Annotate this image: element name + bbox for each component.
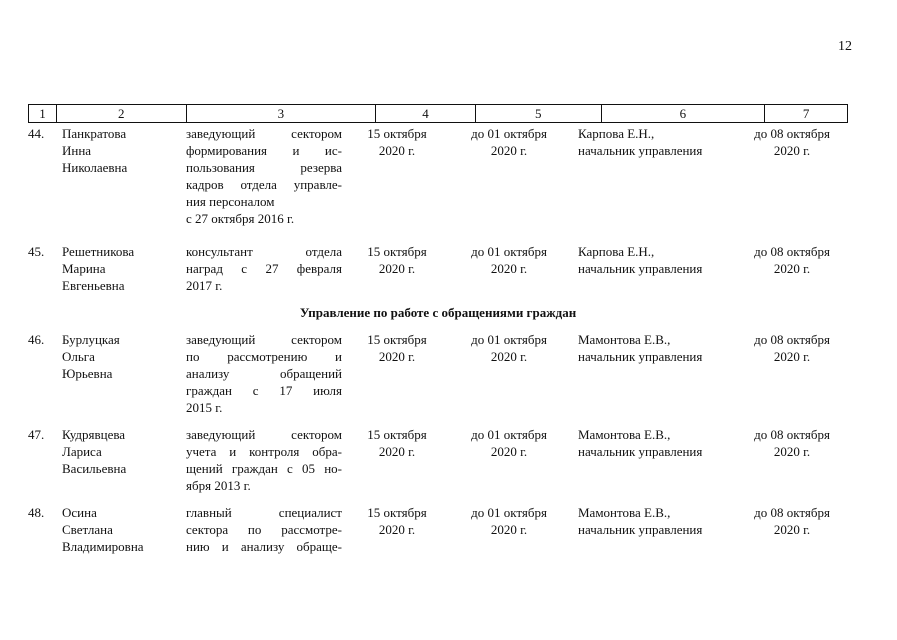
name-line: Кудрявцева: [62, 427, 126, 442]
employee-name: [62, 125, 180, 176]
position-line: пользования резерва: [186, 160, 342, 175]
date-line: 2020 г.: [773, 349, 811, 364]
date-col4: [354, 504, 440, 538]
date-line: 15 октября: [367, 427, 427, 442]
header-cell-4: 4: [376, 105, 476, 122]
name-line: Марина: [62, 261, 106, 276]
date-line: 2020 г.: [490, 522, 528, 537]
position-line: граждан с 17 июля: [186, 383, 342, 398]
date-line: 2020 г.: [490, 349, 528, 364]
name-line: Панкратова: [62, 126, 127, 141]
position-line: формирования и ис-: [186, 143, 342, 158]
position-line: щений граждан с 05 но-: [186, 461, 342, 476]
employee-name: [62, 331, 180, 382]
responsible-person: [578, 504, 738, 538]
position-line: наград с 27 февраля: [186, 261, 342, 276]
date-line: 15 октября: [367, 332, 427, 347]
date-line: до 01 октября: [471, 126, 547, 141]
date-col5: [458, 125, 560, 159]
date-col5: [458, 504, 560, 538]
section-title: Управление по работе с обращениями граждан: [299, 305, 577, 320]
date-col4: [354, 125, 440, 159]
date-line: до 01 октября: [471, 332, 547, 347]
table-header-row: [28, 104, 848, 123]
name-line: Евгеньевна: [62, 278, 125, 293]
position-line: ября 2013 г.: [186, 478, 251, 493]
date-col7: [744, 331, 840, 365]
name-line: Лариса: [62, 444, 102, 459]
position-line: заведующий сектором: [186, 427, 342, 442]
position-line: нию и анализу обраще-: [186, 539, 342, 554]
date-line: 2020 г.: [773, 522, 811, 537]
date-col5: [458, 426, 560, 460]
position-line: 2017 г.: [186, 278, 223, 293]
position-line: ния персоналом: [186, 194, 275, 209]
date-col5: [458, 243, 560, 277]
position-text: [186, 504, 342, 555]
date-line: до 01 октября: [471, 427, 547, 442]
name-line: Юрьевна: [62, 366, 113, 381]
date-line: 2020 г.: [378, 444, 416, 459]
header-cell-2: 2: [57, 105, 187, 122]
position-line: сектора по рассмотре-: [186, 522, 342, 537]
name-line: Николаевна: [62, 160, 128, 175]
position-line: с 27 октября 2016 г.: [186, 211, 295, 226]
date-line: до 01 октября: [471, 505, 547, 520]
date-line: 2020 г.: [490, 143, 528, 158]
employee-name: [62, 504, 180, 555]
date-line: 2020 г.: [773, 444, 811, 459]
responsible-person: [578, 426, 738, 460]
employee-name: [62, 243, 180, 294]
responsible-line: начальник управления: [578, 261, 703, 276]
date-col4: [354, 331, 440, 365]
name-line: Осина: [62, 505, 97, 520]
date-line: до 08 октября: [754, 332, 830, 347]
name-line: Решетникова: [62, 244, 135, 259]
date-col4: [354, 426, 440, 460]
date-line: 2020 г.: [378, 522, 416, 537]
date-line: 2020 г.: [378, 261, 416, 276]
row-number: 46.: [28, 332, 45, 347]
responsible-line: Карпова Е.Н.,: [578, 126, 655, 141]
responsible-line: Мамонтова Е.В.,: [578, 332, 671, 347]
position-text: [186, 331, 342, 416]
name-line: Владимировна: [62, 539, 144, 554]
row-number: 48.: [28, 505, 45, 520]
date-line: 2020 г.: [773, 261, 811, 276]
position-line: учета и контроля обра-: [186, 444, 342, 459]
date-line: 2020 г.: [378, 349, 416, 364]
position-line: анализу обращений: [186, 366, 342, 381]
employee-name: [62, 426, 180, 477]
position-text: [186, 125, 342, 227]
name-line: Светлана: [62, 522, 113, 537]
date-line: 2020 г.: [490, 261, 528, 276]
header-cell-6: 6: [602, 105, 766, 122]
date-line: 15 октября: [367, 126, 427, 141]
date-line: 15 октября: [367, 505, 427, 520]
responsible-line: начальник управления: [578, 349, 703, 364]
date-line: 2020 г.: [490, 444, 528, 459]
position-line: главный специалист: [186, 505, 342, 520]
row-number: 45.: [28, 244, 45, 259]
responsible-person: [578, 243, 738, 277]
position-line: по рассмотрению и: [186, 349, 342, 364]
row-number: 47.: [28, 427, 45, 442]
header-cell-1: 1: [29, 105, 57, 122]
position-line: заведующий сектором: [186, 126, 342, 141]
position-line: 2015 г.: [186, 400, 223, 415]
responsible-line: Мамонтова Е.В.,: [578, 505, 671, 520]
date-col7: [744, 426, 840, 460]
date-line: до 01 октября: [471, 244, 547, 259]
date-col7: [744, 504, 840, 538]
date-col4: [354, 243, 440, 277]
position-line: консультант отдела: [186, 244, 342, 259]
responsible-line: начальник управления: [578, 522, 703, 537]
date-col7: [744, 243, 840, 277]
position-line: заведующий сектором: [186, 332, 342, 347]
responsible-line: Карпова Е.Н.,: [578, 244, 655, 259]
name-line: Инна: [62, 143, 92, 158]
responsible-person: [578, 331, 738, 365]
date-line: до 08 октября: [754, 427, 830, 442]
position-text: [186, 243, 342, 294]
name-line: Бурлуцкая: [62, 332, 120, 347]
name-line: Васильевна: [62, 461, 127, 476]
position-line: кадров отдела управле-: [186, 177, 342, 192]
date-line: до 08 октября: [754, 244, 830, 259]
position-text: [186, 426, 342, 494]
responsible-line: начальник управления: [578, 143, 703, 158]
date-col7: [744, 125, 840, 159]
header-cell-5: 5: [476, 105, 602, 122]
header-cell-3: 3: [187, 105, 377, 122]
date-col5: [458, 331, 560, 365]
date-line: до 08 октября: [754, 505, 830, 520]
date-line: 2020 г.: [378, 143, 416, 158]
responsible-line: Мамонтова Е.В.,: [578, 427, 671, 442]
responsible-person: [578, 125, 738, 159]
row-number: 44.: [28, 126, 45, 141]
date-line: до 08 октября: [754, 126, 830, 141]
page-number: 12: [838, 39, 852, 54]
responsible-line: начальник управления: [578, 444, 703, 459]
date-line: 15 октября: [367, 244, 427, 259]
header-cell-7: 7: [802, 106, 810, 121]
date-line: 2020 г.: [773, 143, 811, 158]
name-line: Ольга: [62, 349, 95, 364]
